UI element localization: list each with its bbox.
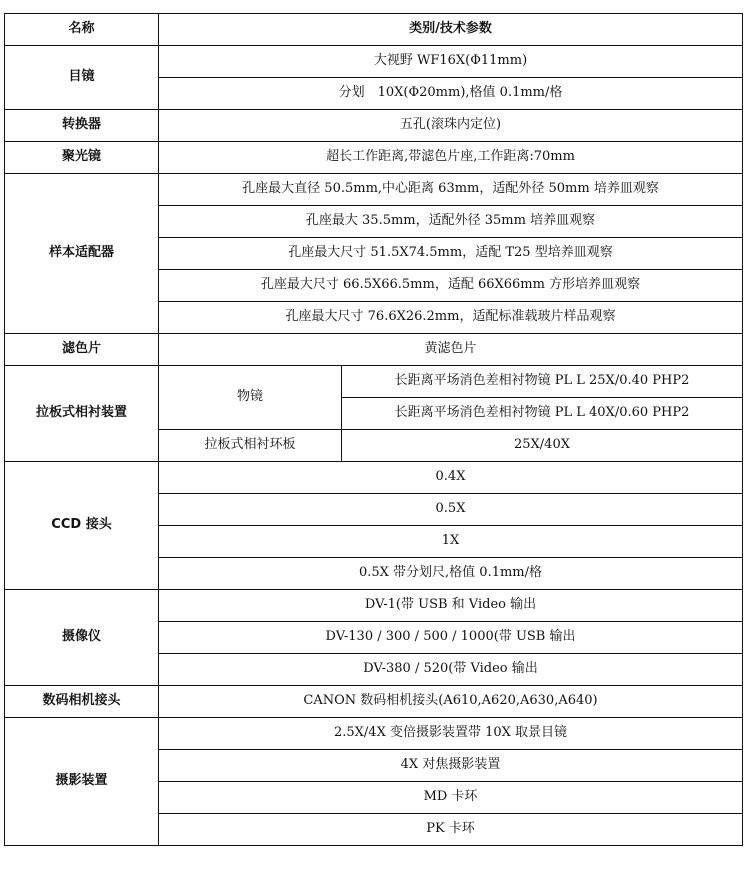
row-name-phase: 拉板式相衬装置 [5, 366, 159, 462]
cell-value: 孔座最大尺寸 66.5X66.5mm，适配 66X66mm 方形培养皿观察 [159, 270, 743, 302]
spec-table [4, 13, 743, 846]
cell-value: 黄滤色片 [159, 334, 743, 366]
row-name-ccd: CCD 接头 [5, 462, 159, 590]
header-name: 名称 [5, 14, 159, 46]
cell-value: 25X/40X [342, 430, 743, 462]
cell-value: PK 卡环 [159, 814, 743, 846]
table-row [5, 686, 743, 718]
row-name-converter: 转换器 [5, 110, 159, 142]
row-name-adapter: 样本适配器 [5, 174, 159, 334]
cell-value: 大视野 WF16X(Φ11mm) [159, 46, 743, 78]
cell-value: 1X [159, 526, 743, 558]
table-row [5, 590, 743, 622]
cell-value: 长距离平场消色差相衬物镜 PL L 25X/0.40 PHP2 [342, 366, 743, 398]
cell-value: 孔座最大尺寸 76.6X26.2mm，适配标准载玻片样品观察 [159, 302, 743, 334]
cell-value: DV-380 / 520(带 Video 输出 [159, 654, 743, 686]
table-row [5, 110, 743, 142]
cell-value: 2.5X/4X 变倍摄影装置带 10X 取景目镜 [159, 718, 743, 750]
table-row [5, 174, 743, 206]
cell-value: 0.4X [159, 462, 743, 494]
table-row [5, 142, 743, 174]
table-row [5, 718, 743, 750]
cell-value: 分划 10X(Φ20mm),格值 0.1mm/格 [159, 78, 743, 110]
cell-value: 超长工作距离,带滤色片座,工作距离:70mm [159, 142, 743, 174]
cell-value: 孔座最大 35.5mm，适配外径 35mm 培养皿观察 [159, 206, 743, 238]
header-params: 类别/技术参数 [159, 14, 743, 46]
cell-value: 五孔(滚珠内定位) [159, 110, 743, 142]
cell-value: 孔座最大直径 50.5mm,中心距离 63mm，适配外径 50mm 培养皿观察 [159, 174, 743, 206]
cell-value: 0.5X 带分划尺,格值 0.1mm/格 [159, 558, 743, 590]
cell-value: MD 卡环 [159, 782, 743, 814]
table-row [5, 366, 743, 398]
header-row [5, 14, 743, 46]
row-name-filter: 滤色片 [5, 334, 159, 366]
cell-value: DV-1(带 USB 和 Video 输出 [159, 590, 743, 622]
cell-value: 孔座最大尺寸 51.5X74.5mm，适配 T25 型培养皿观察 [159, 238, 743, 270]
table-row [5, 334, 743, 366]
cell-value: 0.5X [159, 494, 743, 526]
sub-label-ring: 拉板式相衬环板 [159, 430, 342, 462]
cell-value: CANON 数码相机接头(A610,A620,A630,A640) [159, 686, 743, 718]
row-name-photo: 摄影装置 [5, 718, 159, 846]
row-name-condenser: 聚光镜 [5, 142, 159, 174]
table-row [5, 462, 743, 494]
sub-label-objective: 物镜 [159, 366, 342, 430]
row-name-eyepiece: 目镜 [5, 46, 159, 110]
row-name-dcadapter: 数码相机接头 [5, 686, 159, 718]
cell-value: 4X 对焦摄影装置 [159, 750, 743, 782]
cell-value: DV-130 / 300 / 500 / 1000(带 USB 输出 [159, 622, 743, 654]
row-name-camera: 摄像仪 [5, 590, 159, 686]
cell-value: 长距离平场消色差相衬物镜 PL L 40X/0.60 PHP2 [342, 398, 743, 430]
table-row [5, 46, 743, 78]
